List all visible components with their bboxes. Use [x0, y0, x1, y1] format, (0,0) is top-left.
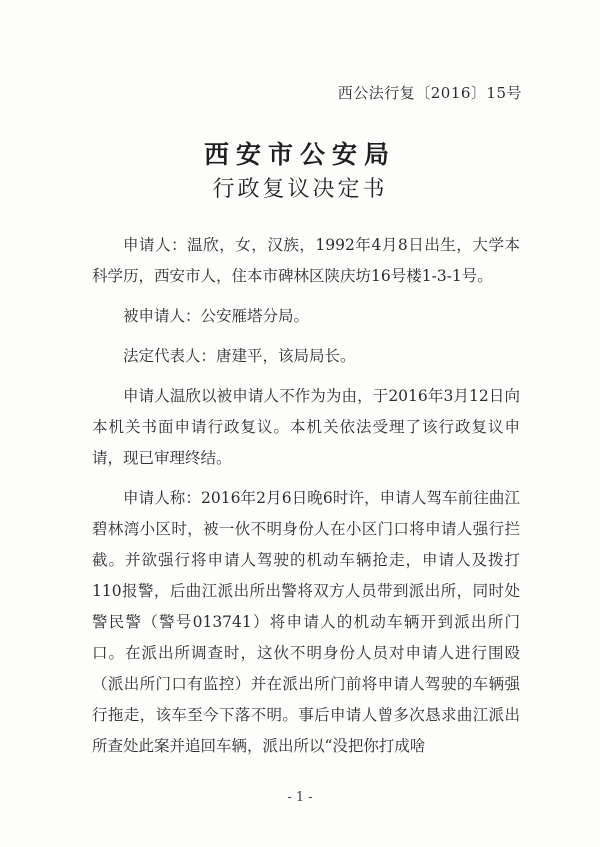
- paragraph-applicant-claims: 申请人称：2016年2月6日晚6时许，申请人驾车前往曲江碧林湾小区时，被一伙不明身份人在小区门口将申请人强行拦截。并欲强行将申请人驾驶的机动车辆抢走，申请人及拨打110报警，后曲江派出所出警将双方人员带到派出所，同时处警民警（警号013741）将申请人的机动车辆开到派出所门口。在派出所调查时，这伙不明身份人员对申请人进行围殴（派出所门口有监控）并在派出所门前将申请人驾驶的车辆强行拖走，该车至今下落不明。事后申请人曾多次恳求曲江派出所查处此案并追回车辆，派出所以“没把你打成啥: [92, 489, 520, 755]
- document-number: 西公法行复〔2016〕15号: [337, 84, 522, 102]
- paragraph-legal-representative: 法定代表人：唐建平，该局局长。: [123, 347, 356, 365]
- document-type-title: 行政复议决定书: [212, 177, 388, 202]
- issuing-organization-title: 西安市公安局: [203, 140, 396, 169]
- paragraph-applicant: 申请人：温欣，女，汉族，1992年4月8日出生，大学本科学历，西安市人，住本市碑林区陕庆坊16号楼1-3-1号。: [92, 236, 520, 285]
- page-number: - 1 -: [287, 790, 313, 805]
- document-body: [92, 230, 520, 771]
- paragraph-respondent: 被申请人：公安雁塔分局。: [123, 307, 310, 325]
- paragraph-case-acceptance: 申请人温欣以被申请人不作为为由，于2016年3月12日向本机关书面申请行政复议。本机关依法受理了该行政复议申请，现已审理终结。: [92, 387, 520, 467]
